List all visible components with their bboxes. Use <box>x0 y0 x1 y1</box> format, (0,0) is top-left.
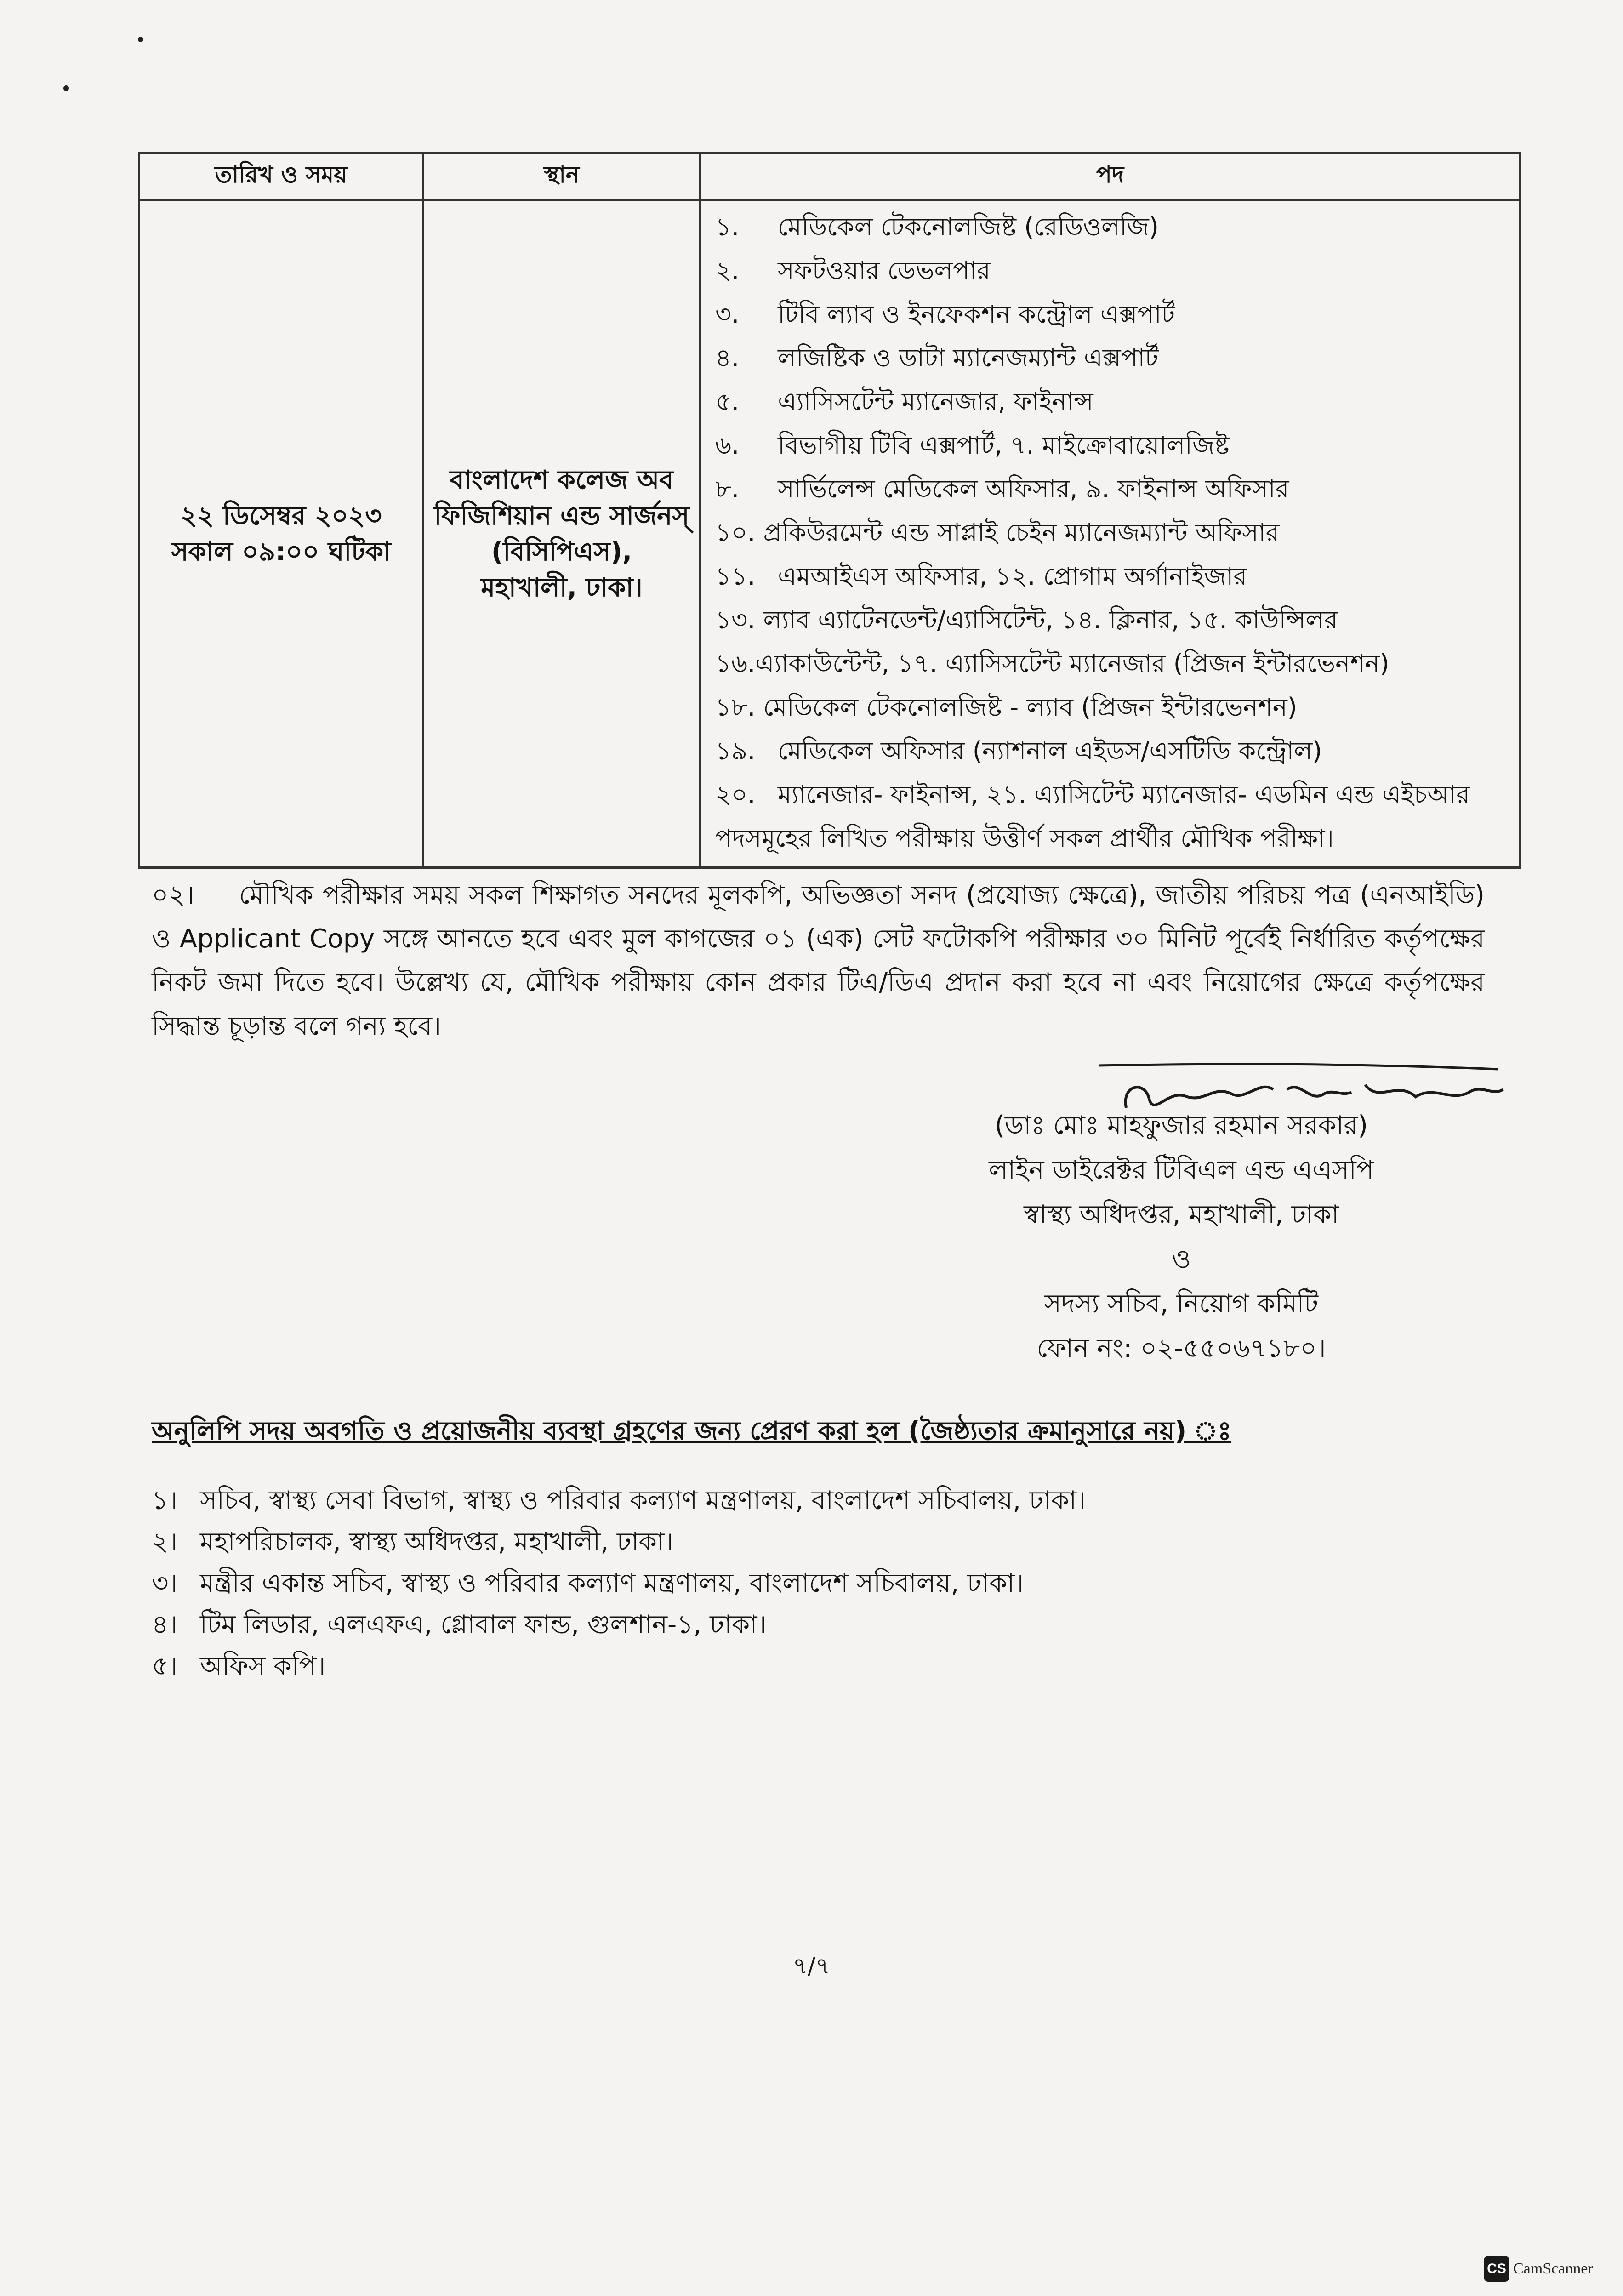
post-number: ২. <box>715 256 740 285</box>
exam-venue <box>423 200 700 868</box>
post-item <box>715 642 1514 685</box>
posts-list <box>715 205 1514 860</box>
post-number: ১১. <box>715 562 756 591</box>
notice-text: মৌখিক পরীক্ষার সময় সকল শিক্ষাগত সনদের মূলকপি, অভিজ্ঞতা সনদ (প্রযোজ্য ক্ষেত্রে), জাতীয় পরিচয় পত্র (এনআইডি) ও Applicant Copy সঙ্গে আনতে হবে এবং মুল কাগজের ০১ (এক) সেট ফটোকপি পরীক্ষার ৩০ মিনিট পূর্বেই নির্ধারিত কর্তৃপক্ষের নিকট জমা দিতে হবে। উল্লেখ্য যে, মৌখিক পরীক্ষায় কোন প্রকার টিএ/ডিএ প্রদান করা হবে না এবং নিয়োগের ক্ষেত্রে কর্তৃপক্ষের সিদ্ধান্ত চূড়ান্ত বলে গন্য হবে। <box>152 880 1485 1041</box>
camscanner-label: CamScanner <box>1513 2260 1593 2277</box>
copy-list <box>152 1480 1086 1687</box>
post-item <box>715 205 1514 249</box>
notice-paragraph <box>152 873 1485 1048</box>
copy-text: সচিব, স্বাস্থ্য সেবা বিভাগ, স্বাস্থ্য ও পরিবার কল্যাণ মন্ত্রণালয়, বাংলাদেশ সচিবালয়, ঢাকা। <box>200 1486 1086 1515</box>
exam-date-time <box>139 200 423 868</box>
post-title: ১৩. ল্যাব এ্যাটেনডেন্ট/এ্যাসিটেন্ট, ১৪. ক্লিনার, ১৫. কাউন্সিলর <box>715 605 1338 634</box>
posts-cell <box>700 200 1520 868</box>
post-title: ম্যানেজার- ফাইনান্স, ২১. এ্যাসিটেন্ট ম্যানেজার- এডমিন এন্ড এইচআর <box>778 780 1470 809</box>
post-number: ১৯. <box>715 736 756 765</box>
post-number: ১. <box>715 212 740 241</box>
signature-block <box>919 1103 1443 1371</box>
post-title: বিভাগীয় টিবি এক্সপার্ট, ৭. মাইক্রোবায়োলজিষ্ট <box>778 431 1230 460</box>
copy-recipient <box>152 1604 1086 1646</box>
post-number: ৩. <box>715 300 740 329</box>
post-title: সার্ভিলেন্স মেডিকেল অফিসার, ৯. ফাইনান্স অফিসার <box>778 474 1289 503</box>
copy-text: মন্ত্রীর একান্ত সচিব, স্বাস্থ্য ও পরিবার কল্যাণ মন্ত্রণালয়, বাংলাদেশ সচিবালয়, ঢাকা। <box>200 1568 1024 1598</box>
table-row <box>139 200 1520 868</box>
venue-line: (বিসিপিএস), <box>491 536 632 567</box>
signatory-designation: লাইন ডাইরেক্টর টিবিএল এন্ড এএসপি <box>989 1155 1374 1185</box>
post-item <box>715 773 1514 816</box>
post-item <box>715 380 1514 423</box>
copy-recipient <box>152 1480 1086 1521</box>
signatory-committee-role: সদস্য সচিব, নিয়োগ কমিটি <box>1044 1289 1318 1319</box>
copy-text: টিম লিডার, এলএফএ, গ্লোবাল ফান্ড, গুলশান-১, ঢাকা। <box>200 1610 767 1640</box>
post-number: ৪. <box>715 343 740 372</box>
venue-line: মহাখালী, ঢাকা। <box>481 572 643 603</box>
copy-text: মহাপরিচালক, স্বাস্থ্য অধিদপ্তর, মহাখালী, ঢাকা। <box>200 1527 674 1557</box>
copy-list-heading: অনুলিপি সদয় অবগতি ও প্রয়োজনীয় ব্যবস্থা গ্রহণের জন্য প্রেরণ করা হল (জৈষ্ঠ্যতার ক্রমানুসারে নয়) ঃ <box>152 1416 1232 1446</box>
signatory-office: স্বাস্থ্য অধিদপ্তর, মহাখালী, ঢাকা <box>1024 1200 1339 1230</box>
signatory-phone: ফোন নং: ০২-৫৫০৬৭১৮০। <box>1036 1333 1326 1363</box>
header-venue: স্থান <box>423 153 700 200</box>
copy-recipient <box>152 1521 1086 1563</box>
post-item <box>715 511 1514 554</box>
header-posts: পদ <box>700 153 1520 200</box>
post-number: ৮. <box>715 474 740 503</box>
post-item <box>715 554 1514 598</box>
post-title: ১৮. মেডিকেল টেকনোলজিষ্ট - ল্যাব (প্রিজন ইন্টারভেনশন) <box>715 693 1297 722</box>
post-item <box>715 292 1514 336</box>
post-title: টিবি ল্যাব ও ইনফেকশন কন্ট্রোল এক্সপার্ট <box>778 300 1175 329</box>
post-title: মেডিকেল অফিসার (ন্যাশনাল এইডস/এসটিডি কন্ট্রোল) <box>778 736 1322 765</box>
post-title: সফটওয়ার ডেভলপার <box>778 256 991 285</box>
copy-number: ৪। <box>152 1610 178 1640</box>
post-item <box>715 598 1514 642</box>
notice-number: ০২। <box>152 880 194 910</box>
copy-recipient <box>152 1563 1086 1604</box>
post-title: মেডিকেল টেকনোলজিষ্ট (রেডিওলজি) <box>778 212 1159 241</box>
page-number: ৭/৭ <box>792 1953 831 1979</box>
post-item <box>715 729 1514 773</box>
copy-number: ৩। <box>152 1568 178 1598</box>
post-item <box>715 467 1514 511</box>
signatory-conjunction: ও <box>1172 1244 1191 1274</box>
post-title: ১০. প্রকিউরমেন্ট এন্ড সাপ্লাই চেইন ম্যানেজম্যান্ট অফিসার <box>715 518 1280 547</box>
camscanner-icon: CS <box>1484 2256 1509 2282</box>
scan-speck <box>138 37 143 42</box>
post-item <box>715 685 1514 729</box>
post-number: ৬. <box>715 431 740 460</box>
schedule-table <box>138 152 1521 869</box>
post-number: ৫. <box>715 387 740 416</box>
copy-recipient <box>152 1646 1086 1687</box>
copy-text: অফিস কপি। <box>200 1651 326 1681</box>
venue-line: বাংলাদেশ কলেজ অব <box>450 465 674 495</box>
date-time-line: সকাল ০৯:০০ ঘটিকা <box>171 536 391 567</box>
post-number: ২০. <box>715 780 756 809</box>
post-title: পদসমূহের লিখিত পরীক্ষায় উত্তীর্ণ সকল প্রার্থীর মৌখিক পরীক্ষা। <box>715 824 1334 853</box>
post-title: এ্যাসিসটেন্ট ম্যানেজার, ফাইনান্স <box>778 387 1093 416</box>
camscanner-watermark <box>1484 2256 1593 2282</box>
signatory-name: (ডাঃ মোঃ মাহফুজার রহমান সরকার) <box>995 1111 1368 1140</box>
copy-number: ১। <box>152 1486 178 1515</box>
header-date-time: তারিখ ও সময় <box>139 153 423 200</box>
post-title: লজিষ্টিক ও ডাটা ম্যানেজম্যান্ট এক্সপার্ট <box>778 343 1159 372</box>
post-title: ১৬.এ্যাকাউন্টেন্ট, ১৭. এ্যাসিসটেন্ট ম্যানেজার (প্রিজন ইন্টারভেনশন) <box>715 649 1390 678</box>
post-item <box>715 249 1514 292</box>
post-item <box>715 336 1514 380</box>
table-header-row <box>139 153 1520 200</box>
venue-line: ফিজিশিয়ান এন্ড সার্জনস্ <box>434 501 689 531</box>
date-time-line: ২২ ডিসেম্বর ২০২৩ <box>180 501 382 531</box>
scan-speck <box>63 85 69 91</box>
copy-number: ২। <box>152 1527 178 1557</box>
post-item <box>715 423 1514 467</box>
copy-number: ৫। <box>152 1651 178 1681</box>
post-title: এমআইএস অফিসার, ১২. প্রোগাম অর্গানাইজার <box>778 562 1247 591</box>
post-item <box>715 816 1514 860</box>
